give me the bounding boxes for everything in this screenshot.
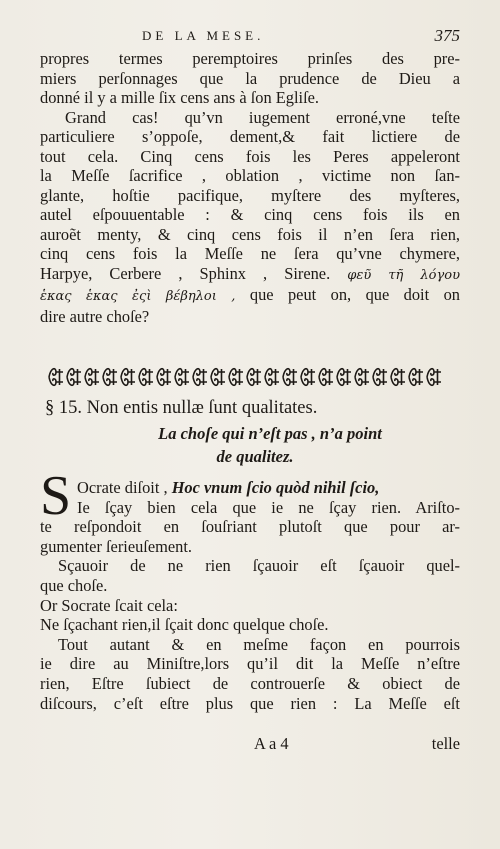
text-line: Ne ſçachant rien,il ſçait donc quelque choſe. xyxy=(40,615,329,635)
drop-cap: S xyxy=(40,465,72,527)
ornament-motif xyxy=(103,369,117,386)
text-line: Or Socrate ſcait cela: xyxy=(40,595,178,615)
latin-text: que peut on, que doit on xyxy=(249,285,460,304)
text-line: Tout autant & en meſme façon en pourrois xyxy=(58,634,460,654)
section-subtitle: de qualitez. xyxy=(216,447,294,466)
ornament-band xyxy=(47,364,443,390)
ornament-motif xyxy=(247,369,261,386)
text-line: tout cela. Cinq cens fois les Peres appeleront xyxy=(40,146,460,166)
text-span: Ocrate diſoit , xyxy=(77,478,168,497)
latin-quote: Hoc vnum ſcio quòd nihil ſcio, xyxy=(171,478,380,497)
text-line: gumenter ſerieuſement. xyxy=(40,536,193,556)
greek-text: φεῦ τῆ λόγου xyxy=(347,267,460,283)
ornament-motif xyxy=(319,369,333,386)
text-line: diſcours, c’eſt eſtre plus que rien : La Meſſe eſt xyxy=(40,693,460,713)
ornament-motif xyxy=(139,369,153,386)
ornament-motif xyxy=(373,369,387,386)
text-line xyxy=(40,285,460,307)
text-line: Grand cas! qu’vn iugement erroné,vne teſte xyxy=(65,107,460,127)
section-heading xyxy=(45,398,455,419)
ornament-motif xyxy=(85,369,99,386)
ornament-motif xyxy=(337,369,351,386)
section-subtitle: La choſe qui n’eſt pas , n’a point xyxy=(158,424,382,443)
ornament-motif xyxy=(427,369,441,386)
text-line: donné il y a mille ſix cens ans à ſon Egliſe. xyxy=(40,88,320,107)
page-footer xyxy=(40,734,460,754)
section-number: § 15. xyxy=(45,398,82,418)
ornament-motif xyxy=(265,369,279,386)
text-line: rien, Eſtre ſubiect de controuerſe & obiect de xyxy=(40,673,460,693)
page-number: 375 xyxy=(434,26,460,45)
greek-text: ἑκας ἑκας ἐςὶ βέβηλοι , xyxy=(40,289,236,304)
catchword: telle xyxy=(431,734,460,753)
ornament-motif xyxy=(157,369,171,386)
text-line: cinq cens fois la Meſſe ne ſera qu’vne chymere, xyxy=(40,244,460,263)
ornament-motif xyxy=(121,369,135,386)
text-line: propres termes peremptoires prinſes des pre- xyxy=(40,49,460,68)
page-header xyxy=(40,28,460,50)
ornament-motif xyxy=(211,369,225,386)
text-line: Ie ſçay bien cela que ie ne ſçay rien. Ariſto- xyxy=(77,497,460,517)
ornament-motif xyxy=(355,369,369,386)
text-block-top xyxy=(40,49,460,326)
ornament-motif xyxy=(175,369,189,386)
text-line: te reſpondoit en ſouſriant plutoſt que pour ar- xyxy=(40,517,460,537)
ornament-motif xyxy=(67,369,81,386)
ornament-motif xyxy=(229,369,243,386)
text-line xyxy=(40,478,460,498)
text-line: miers perſonnages que la prudence de Dieu a xyxy=(40,68,460,88)
running-head: DE LA MESE. xyxy=(142,28,265,43)
text-line: particuliere s’oppoſe, dement,& fait lictiere de xyxy=(40,127,460,146)
ornament-motif xyxy=(391,369,405,386)
text-line: dire autre choſe? xyxy=(40,306,150,326)
ornament-motif xyxy=(49,369,63,386)
section-title: Non entis nullæ ſunt qualitates. xyxy=(86,398,318,418)
text-line: ie dire au Miniſtre,lors qu’il dit la Meſſe n’eſtre xyxy=(40,654,460,674)
text-line xyxy=(40,264,460,286)
text-line: Sçauoir de ne rien ſçauoir eſt ſçauoir quel- xyxy=(58,556,460,576)
text-line: glante, hoſtie pacifique, myſtere des myſteres, xyxy=(40,185,460,205)
signature-mark: A a 4 xyxy=(254,734,289,753)
text-block-bottom xyxy=(40,478,460,713)
ornament-motif xyxy=(283,369,297,386)
text-line: auroẽt menty, & cinq cens fois il n’en ſera rien, xyxy=(40,224,460,244)
text-line: la Meſſe ſacrifice , oblation , victime non ſan- xyxy=(40,166,460,185)
ornament-motif xyxy=(301,369,315,386)
latin-text: Harpye, Cerbere , Sphinx , Sirene. xyxy=(40,263,331,283)
ornament-motif xyxy=(409,369,423,386)
ornament-motif xyxy=(193,369,207,386)
text-line: que choſe. xyxy=(40,575,108,595)
text-line: autel eſpouuentable : & cinq cens fois ils en xyxy=(40,205,460,224)
